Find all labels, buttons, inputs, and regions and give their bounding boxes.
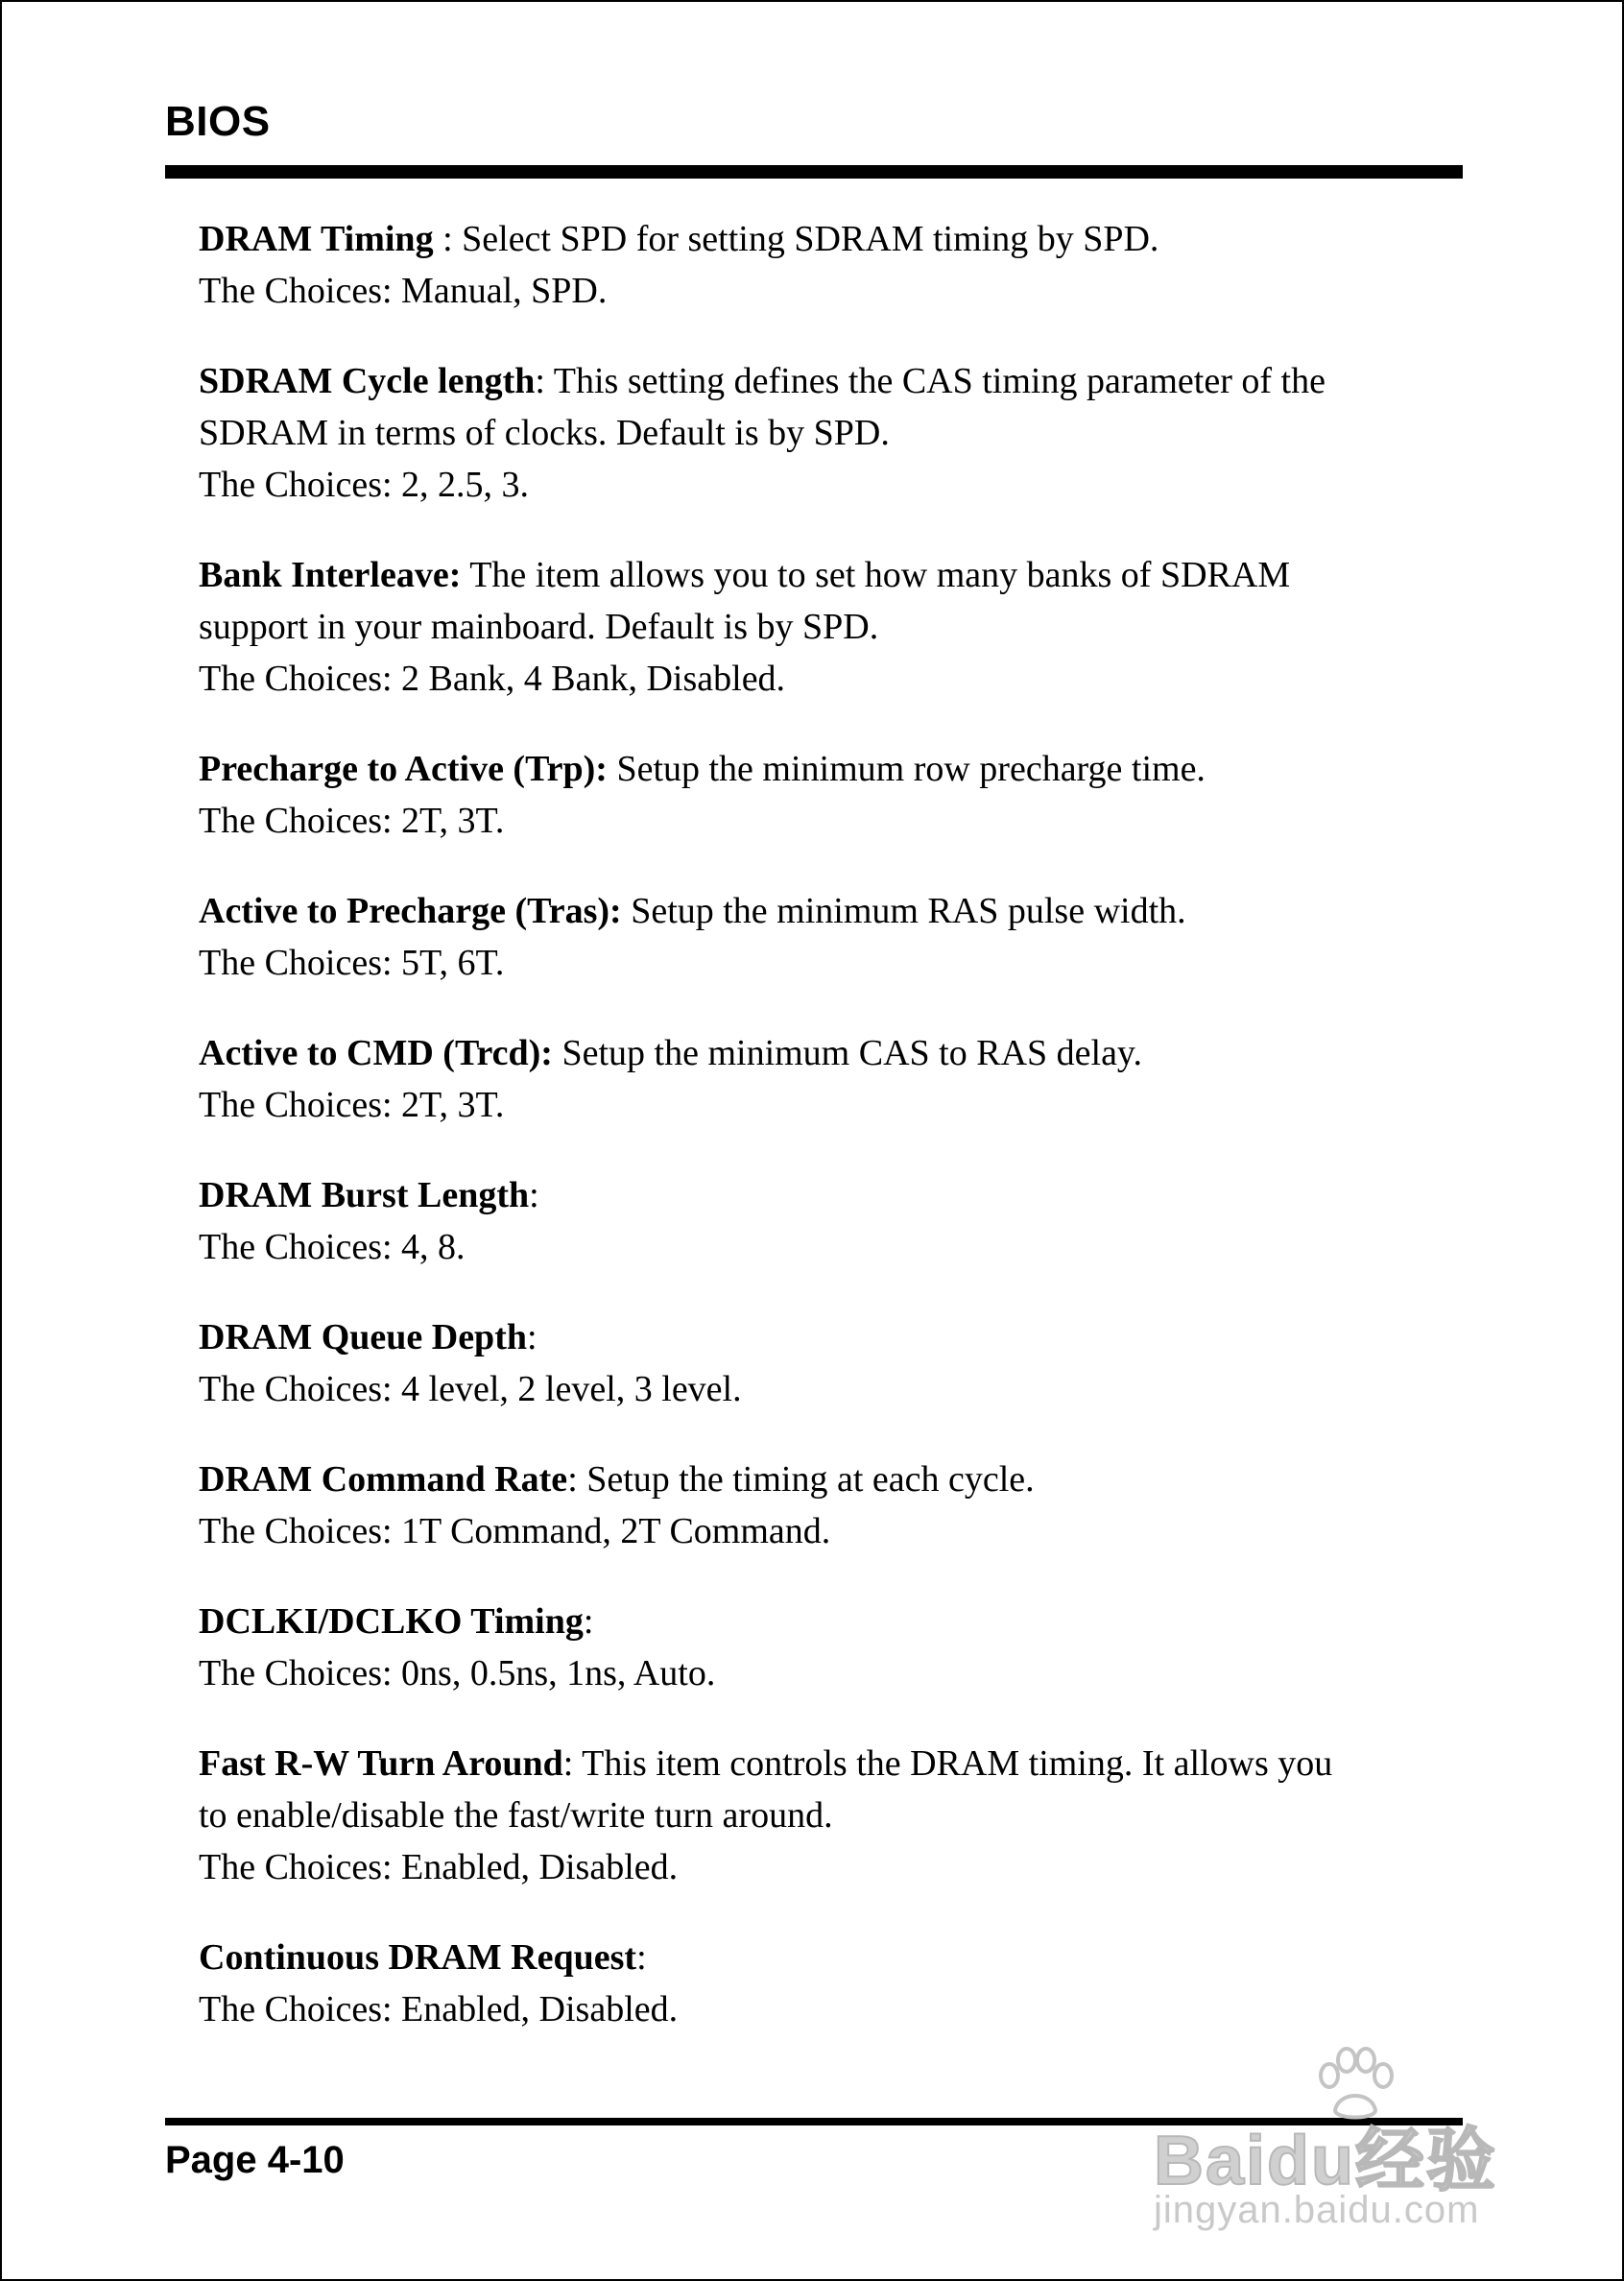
entry-dram-timing	[199, 213, 1466, 317]
entry-first-line	[199, 885, 1466, 937]
entry-first-line	[199, 549, 1466, 601]
entry-first-line	[199, 213, 1466, 265]
entry-line: The Choices: 0ns, 0.5ns, 1ns, Auto.	[199, 1653, 716, 1693]
entry-line: The Choices: Manual, SPD.	[199, 271, 608, 311]
entry-first-line	[199, 1596, 1466, 1647]
entry-dram-burst-length	[199, 1169, 1466, 1273]
entry-line: The Choices: 5T, 6T.	[199, 943, 505, 983]
header-rule	[165, 165, 1463, 179]
entry-first-line	[199, 1932, 1466, 1983]
entry-term: DRAM Queue Depth	[199, 1317, 527, 1357]
entry-sdram-cycle-length	[199, 355, 1466, 511]
entry-line: The Choices: 1T Command, 2T Command.	[199, 1511, 831, 1551]
entry-term: Fast R-W Turn Around	[199, 1743, 563, 1784]
entry-line: The Choices: 4 level, 2 level, 3 level.	[199, 1369, 742, 1409]
entry-term: DRAM Timing	[199, 219, 434, 259]
entry-line: The Choices: 2, 2.5, 3.	[199, 465, 530, 505]
entry-text: :	[526, 1317, 537, 1357]
entry-fast-rw-turn-around	[199, 1738, 1466, 1893]
entry-line: SDRAM in terms of clocks. Default is by SPD.	[199, 413, 890, 453]
entry-text: : Setup the timing at each cycle.	[567, 1459, 1035, 1500]
entry-line: The Choices: 2T, 3T.	[199, 1085, 505, 1125]
entry-text: : This setting defines the CAS timing parameter of the	[535, 361, 1325, 401]
entry-dram-command-rate	[199, 1453, 1466, 1557]
entry-continuous-dram-request	[199, 1932, 1466, 2035]
entry-active-to-cmd	[199, 1027, 1466, 1131]
entry-term: Precharge to Active (Trp):	[199, 749, 608, 789]
entry-term: Continuous DRAM Request	[199, 1937, 637, 1978]
page-header-title: BIOS	[165, 98, 271, 145]
entry-text: Setup the minimum CAS to RAS delay.	[552, 1033, 1142, 1073]
entry-term: DCLKI/DCLKO Timing	[199, 1601, 584, 1642]
watermark-brand: Baidu经验	[1154, 2123, 1498, 2199]
entry-first-line	[199, 743, 1466, 795]
entry-first-line	[199, 1169, 1466, 1221]
entry-text: The item allows you to set how many banks of SDRAM	[461, 555, 1291, 595]
entry-first-line	[199, 355, 1466, 407]
entry-term: Active to Precharge (Tras):	[199, 891, 622, 931]
entry-term: Bank Interleave:	[199, 555, 462, 595]
entry-term: Active to CMD (Trcd):	[199, 1033, 553, 1073]
entry-line: The Choices: Enabled, Disabled.	[199, 1847, 679, 1887]
entry-text: : This item controls the DRAM timing. It allows you	[562, 1743, 1333, 1784]
entry-text: : Select SPD for setting SDRAM timing by SPD.	[433, 219, 1159, 259]
entry-line: to enable/disable the fast/write turn around.	[199, 1795, 833, 1836]
baidu-watermark	[1154, 2047, 1538, 2239]
entry-term: DRAM Command Rate	[199, 1459, 568, 1500]
watermark-url: jingyan.baidu.com	[1154, 2189, 1480, 2231]
entry-dclki-dclko-timing	[199, 1596, 1466, 1699]
entry-text: :	[583, 1601, 594, 1642]
entry-precharge-to-active	[199, 743, 1466, 847]
page-number: Page 4-10	[165, 2139, 345, 2181]
entry-bank-interleave	[199, 549, 1466, 705]
entry-text: Setup the minimum row precharge time.	[607, 749, 1206, 789]
entry-dram-queue-depth	[199, 1311, 1466, 1415]
entry-text: :	[529, 1175, 539, 1215]
entry-first-line	[199, 1738, 1466, 1789]
entry-line: The Choices: 2 Bank, 4 Bank, Disabled.	[199, 659, 786, 699]
entry-line: The Choices: 4, 8.	[199, 1227, 466, 1267]
entry-active-to-precharge	[199, 885, 1466, 989]
setting-list	[199, 213, 1466, 2074]
entry-line: The Choices: 2T, 3T.	[199, 801, 505, 841]
entry-line: The Choices: Enabled, Disabled.	[199, 1989, 679, 2029]
entry-text: :	[636, 1937, 647, 1978]
entry-text: Setup the minimum RAS pulse width.	[621, 891, 1186, 931]
entry-term: SDRAM Cycle length	[199, 361, 536, 401]
entry-first-line	[199, 1453, 1466, 1505]
entry-line: support in your mainboard. Default is by SPD.	[199, 607, 879, 647]
entry-first-line	[199, 1027, 1466, 1079]
entry-first-line	[199, 1311, 1466, 1363]
entry-term: DRAM Burst Length	[199, 1175, 530, 1215]
